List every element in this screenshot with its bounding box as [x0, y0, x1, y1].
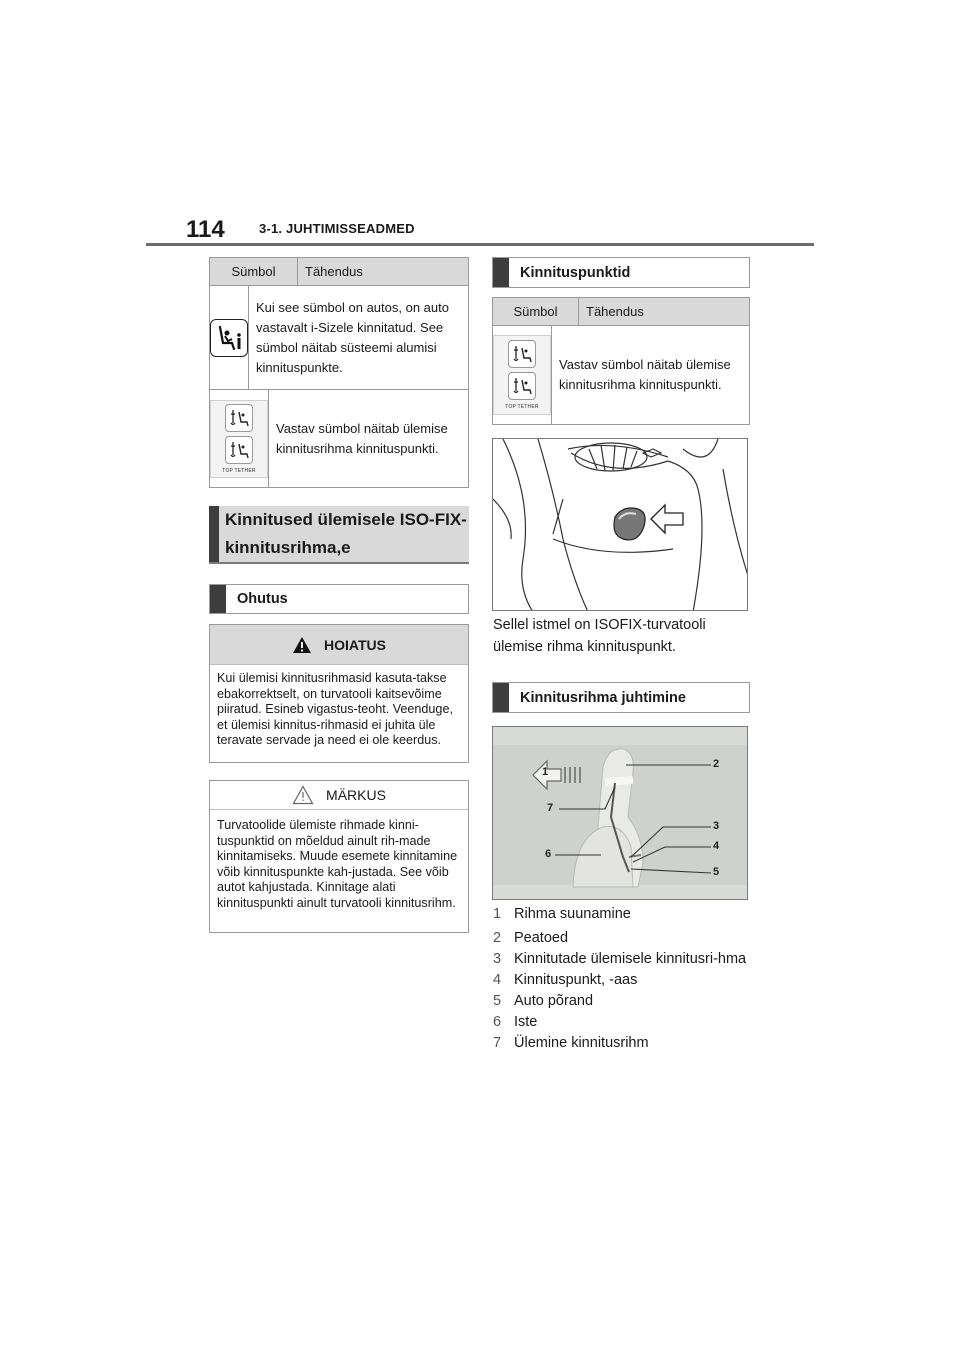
- list-item: 2 Peatoed: [493, 930, 569, 946]
- col-meaning-header: Tähendus: [305, 264, 363, 279]
- callout-5: 5: [713, 866, 720, 878]
- note-title: MÄRKUS: [326, 787, 386, 803]
- figure-caption: Sellel istmel on ISOFIX-turvatooli ülemise rihma kinnituspunkt.: [493, 617, 706, 655]
- row-meaning: Kui see sümbol on autos, on auto vastavalt i-Sizele kinnitatud. See sümbol näitab süsteemi alumisi kinnituspunkte.: [256, 299, 449, 375]
- row-meaning: Vastav sümbol näitab ülemise kinnitusrihma kinnituspunkti.: [276, 420, 448, 456]
- section-heading-isofix: Kinnitused ülemisele ISO-FIX-kinnitusrihma,e: [209, 506, 469, 564]
- page-number: 114: [186, 216, 225, 243]
- col-meaning-header: Tähendus: [586, 304, 644, 319]
- warning-text: Kui ülemisi kinnitusrihmasid kasuta-takse ebakorrektselt, on turvatooli kaitsevõime piiratud. Esineb vigastus-teoht. Veenduge, et ülemisi kinnitus-rihmasid ei juhita üle teravate servade ja need ei ole keerdus.: [217, 671, 453, 747]
- row-meaning: Vastav sümbol näitab ülemise kinnitusrihma kinnituspunkti.: [559, 357, 731, 392]
- section-heading-strap-routing: Kinnitusrihma juhtimine: [492, 682, 750, 713]
- callout-3: 3: [713, 820, 720, 832]
- strap-routing-illustration: [492, 726, 748, 900]
- anchor-seat-icon: [225, 404, 253, 432]
- callout-6: 6: [545, 848, 552, 860]
- table-row: [210, 286, 468, 390]
- col-symbol-header: Sümbol: [493, 298, 579, 325]
- top-tether-label: TOP TETHER: [222, 467, 256, 474]
- warning-box: [209, 624, 469, 763]
- warning-triangle-icon: [292, 636, 312, 654]
- chapter-title: 3-1. JUHTIMISSEADMED: [259, 221, 415, 236]
- anchor-seat-icon: [508, 340, 536, 368]
- table-row: [493, 326, 749, 424]
- section-heading-anchor-points: Kinnituspunktid: [492, 257, 750, 288]
- callout-7: 7: [547, 802, 554, 814]
- isize-seat-icon: [210, 319, 248, 357]
- arrow-left-icon: [651, 505, 683, 533]
- callout-2: 2: [713, 758, 720, 770]
- caution-triangle-icon: [292, 785, 314, 805]
- table-row: [210, 390, 468, 487]
- list-item: 3 Kinnitutade ülemisele kinnitusri-hma: [493, 951, 747, 967]
- top-tether-icon: [210, 400, 268, 478]
- note-text: Turvatoolide ülemiste rihmade kinni-tuspunktid on mõeldud ainult rih-made kinnitamiseks. Muude esemete kinnitamine võib kinnituspunkte kah-justada. See võib autot kahjustada. Kinnitage alati kinnituspunkti ainult turvatooli kinnitusrihm.: [217, 818, 458, 910]
- top-tether-label: TOP TETHER: [505, 404, 539, 410]
- warning-title: HOIATUS: [324, 636, 386, 653]
- table-header: [493, 298, 749, 326]
- callout-4: 4: [713, 840, 720, 852]
- right-symbol-table: [492, 297, 750, 425]
- top-tether-icon: [493, 335, 551, 415]
- list-item: 1 Rihma suunamine: [493, 906, 631, 922]
- legend-list: [493, 904, 753, 1054]
- list-item: 6 Iste: [493, 1014, 538, 1030]
- note-box: [209, 780, 469, 933]
- left-symbol-table: [209, 257, 469, 488]
- list-item: 7 Ülemine kinnitusrihm: [493, 1035, 649, 1051]
- list-item: 4 Kinnituspunkt, -aas: [493, 972, 638, 988]
- list-item: 5 Auto põrand: [493, 993, 594, 1009]
- header-divider: [146, 243, 814, 246]
- table-header: [210, 258, 468, 286]
- anchor-point-illustration: [492, 438, 748, 611]
- anchor-seat-icon: [225, 436, 253, 464]
- callout-1: 1: [542, 766, 549, 778]
- section-heading-safety: Ohutus: [209, 584, 469, 614]
- anchor-seat-icon: [508, 372, 536, 400]
- col-symbol-header: Sümbol: [210, 258, 298, 285]
- tether-anchor-shape: [614, 508, 645, 540]
